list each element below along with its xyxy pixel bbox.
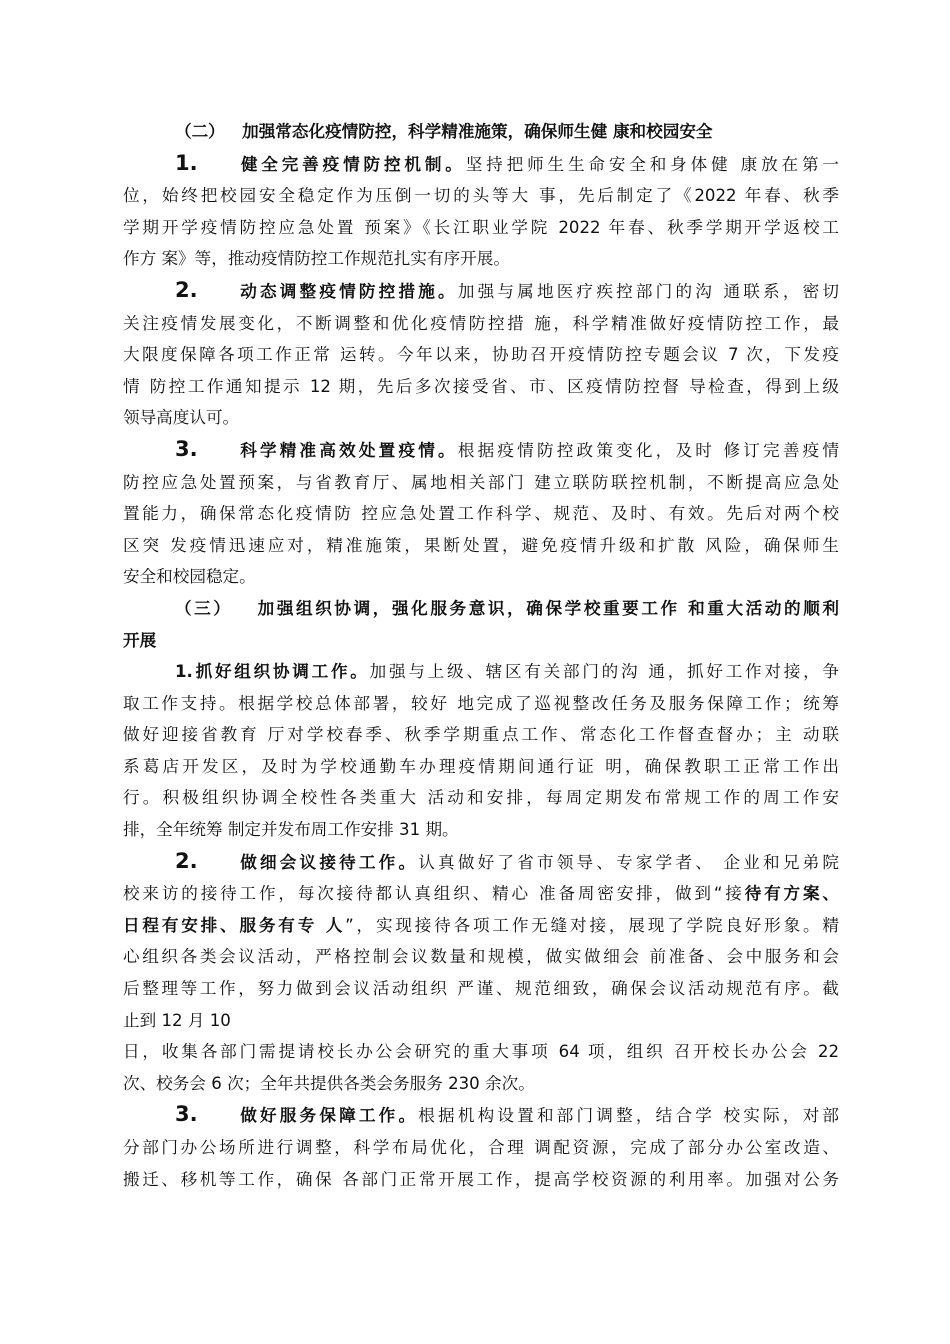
- paragraph-line: 大限度保障各项工作正常 运转。今年以来，协助召开疫情防控专题会议 7 次，下发疫: [123, 345, 839, 365]
- paragraph-line: 后整理等工作，努力做到会议活动组织 严谨、规范细致，确保会议活动规范有序。截: [123, 979, 839, 999]
- paragraph-line: 位，始终把校园安全稳定作为压倒一切的头等大 事，先后制定了《2022 年春、秋季: [123, 186, 839, 206]
- s3-item2-number: 2.: [175, 848, 198, 873]
- paragraph-line: 置能力，确保常态化疫情防 控应急处置工作科学、规范、及时、有效。先后对两个校: [123, 504, 839, 524]
- section-3-title-cont: 开展: [123, 630, 157, 650]
- paragraph-bold-text: 待有方案、: [744, 884, 839, 904]
- paragraph-line: 日，收集各部门需提请校长办公会研究的重大事项 64 项，组织 召开校长办公会 22: [123, 1042, 839, 1062]
- s2-item1-number: 1.: [175, 150, 198, 175]
- paragraph-line: 根据疫情防控政策变化，及时 修订完善疫情: [457, 440, 839, 460]
- paragraph-line: 根据机构设置和部门调整，结合学 校实际，对部: [418, 1106, 839, 1126]
- s3-item3-title: 做好服务保障工作。: [237, 1106, 419, 1126]
- section-3-prefix: （三）: [175, 598, 233, 618]
- paragraph-line: 排，全年统筹 制定并发布周工作安排 31 期。: [123, 820, 459, 840]
- paragraph-line: 加强与上级、辖区有关部门的沟 通，抓好工作对接，争: [369, 662, 839, 682]
- s2-item1-title: 健全完善疫情防控机制。: [237, 154, 466, 174]
- s2-item3-title: 科学精准高效处置疫情。: [237, 440, 458, 460]
- paragraph-line: 次、校务会 6 次；全年共提供各类会务服务 230 余次。: [123, 1073, 535, 1093]
- s2-item1-first-line: [123, 148, 839, 181]
- s3-item1-title: 抓好组织协调工作。: [192, 662, 370, 682]
- paragraph-line: 领导高度认可。: [123, 408, 240, 428]
- s2-item3-number: 3.: [175, 436, 198, 461]
- s3-item3-number: 3.: [175, 1102, 198, 1127]
- paragraph-line: 系葛店开发区，及时为学校通勤车办理疫情期间通行证 明，确保教职工正常工作出: [123, 756, 839, 776]
- paragraph-line: 情 防控工作通知提示 12 期，先后多次接受省、市、区疫情防控督 导检查，得到上级: [123, 376, 839, 396]
- paragraph-line: 心组织各类会议活动，严格控制会议数量和规模，做实做细会 前准备、会中服务和会: [123, 947, 839, 967]
- s2-item3-first-line: [123, 434, 839, 467]
- section-2-heading: [123, 116, 839, 148]
- paragraph-line: 止到 12 月 10: [123, 1010, 231, 1030]
- paragraph-line: 防控应急处置预案，与省教育厅、属地相关部门 建立联防联控机制，不断提高应急处: [123, 472, 839, 492]
- s3-item2-first-line: [123, 846, 839, 879]
- s2-item2-first-line: [123, 275, 839, 308]
- paragraph-line: 学期开学疫情防控应急处置 预案》《长江职业学院 2022 年春、秋季学期开学返校工: [123, 217, 839, 237]
- paragraph-line: [123, 910, 839, 942]
- paragraph-bold-text: 日程有安排、服务有专 人: [123, 915, 346, 935]
- paragraph-text: ”，实现接待各项工作无缝对接，展现了学院良好形象。精: [345, 915, 839, 935]
- document-page: [123, 116, 839, 1195]
- paragraph-line: 安全和校园稳定。: [123, 567, 256, 587]
- paragraph-line: 分部门办公场所进行调整，科学布局优化，合理 调配资源，完成了部分办公室改造、: [123, 1138, 839, 1157]
- s3-item1-number: 1.: [175, 662, 193, 682]
- paragraph-line: 加强与属地医疗疾控部门的沟 通联系，密切: [457, 281, 839, 301]
- s2-item2-number: 2.: [175, 277, 198, 302]
- paragraph-line: 认真做好了省市领导、专家学者、 企业和兄弟院: [418, 852, 839, 872]
- section-3-title: 加强组织协调，强化服务意识，确保学校重要工作 和重大活动的顺利: [257, 598, 839, 618]
- paragraph-line: 行。积极组织协调全校性各类重大 活动和安排，每周定期发布常规工作的周工作安: [123, 788, 839, 808]
- s3-item1-first-line: [123, 656, 839, 688]
- s3-item2-title: 做细会议接待工作。: [237, 852, 419, 872]
- paragraph-line: 搬迁、移机等工作，确保 各部门正常开展工作，提高学校资源的利用率。加强对公务: [123, 1169, 839, 1189]
- paragraph-line: 坚持把师生生命安全和身体健 康放在第一: [465, 154, 839, 174]
- paragraph-text: 校来访的接待工作，每次接待都认真组织、精心 准备周密安排，做到“接: [123, 884, 745, 904]
- paragraph-line: 区突 发疫情迅速应对，精准施策，果断处置，避免疫情升级和扩散 风险，确保师生: [123, 535, 839, 555]
- paragraph-line: 关注疫情发展变化，不断调整和优化疫情防控措 施，科学精准做好疫情防控工作，最: [123, 313, 839, 333]
- section-3-heading: [123, 593, 839, 625]
- paragraph-line: 做好迎接省教育 厅对学校春季、秋季学期重点工作、常态化工作督查督办；主 动联: [123, 725, 839, 745]
- paragraph-line: [123, 878, 839, 910]
- paragraph-line: 取工作支持。根据学校总体部署，较好 地完成了巡视整改任务及服务保障工作；统筹: [123, 693, 839, 713]
- paragraph-line: 作方 案》等，推动疫情防控工作规范扎实有序开展。: [123, 249, 510, 269]
- section-2-title: 加强常态化疫情防控，科学精准施策，确保师生健 康和校园安全: [242, 122, 713, 141]
- section-2-prefix: （二）: [175, 122, 225, 141]
- s3-item3-first-line: [123, 1099, 839, 1132]
- s2-item2-title: 动态调整疫情防控措施。: [237, 281, 458, 301]
